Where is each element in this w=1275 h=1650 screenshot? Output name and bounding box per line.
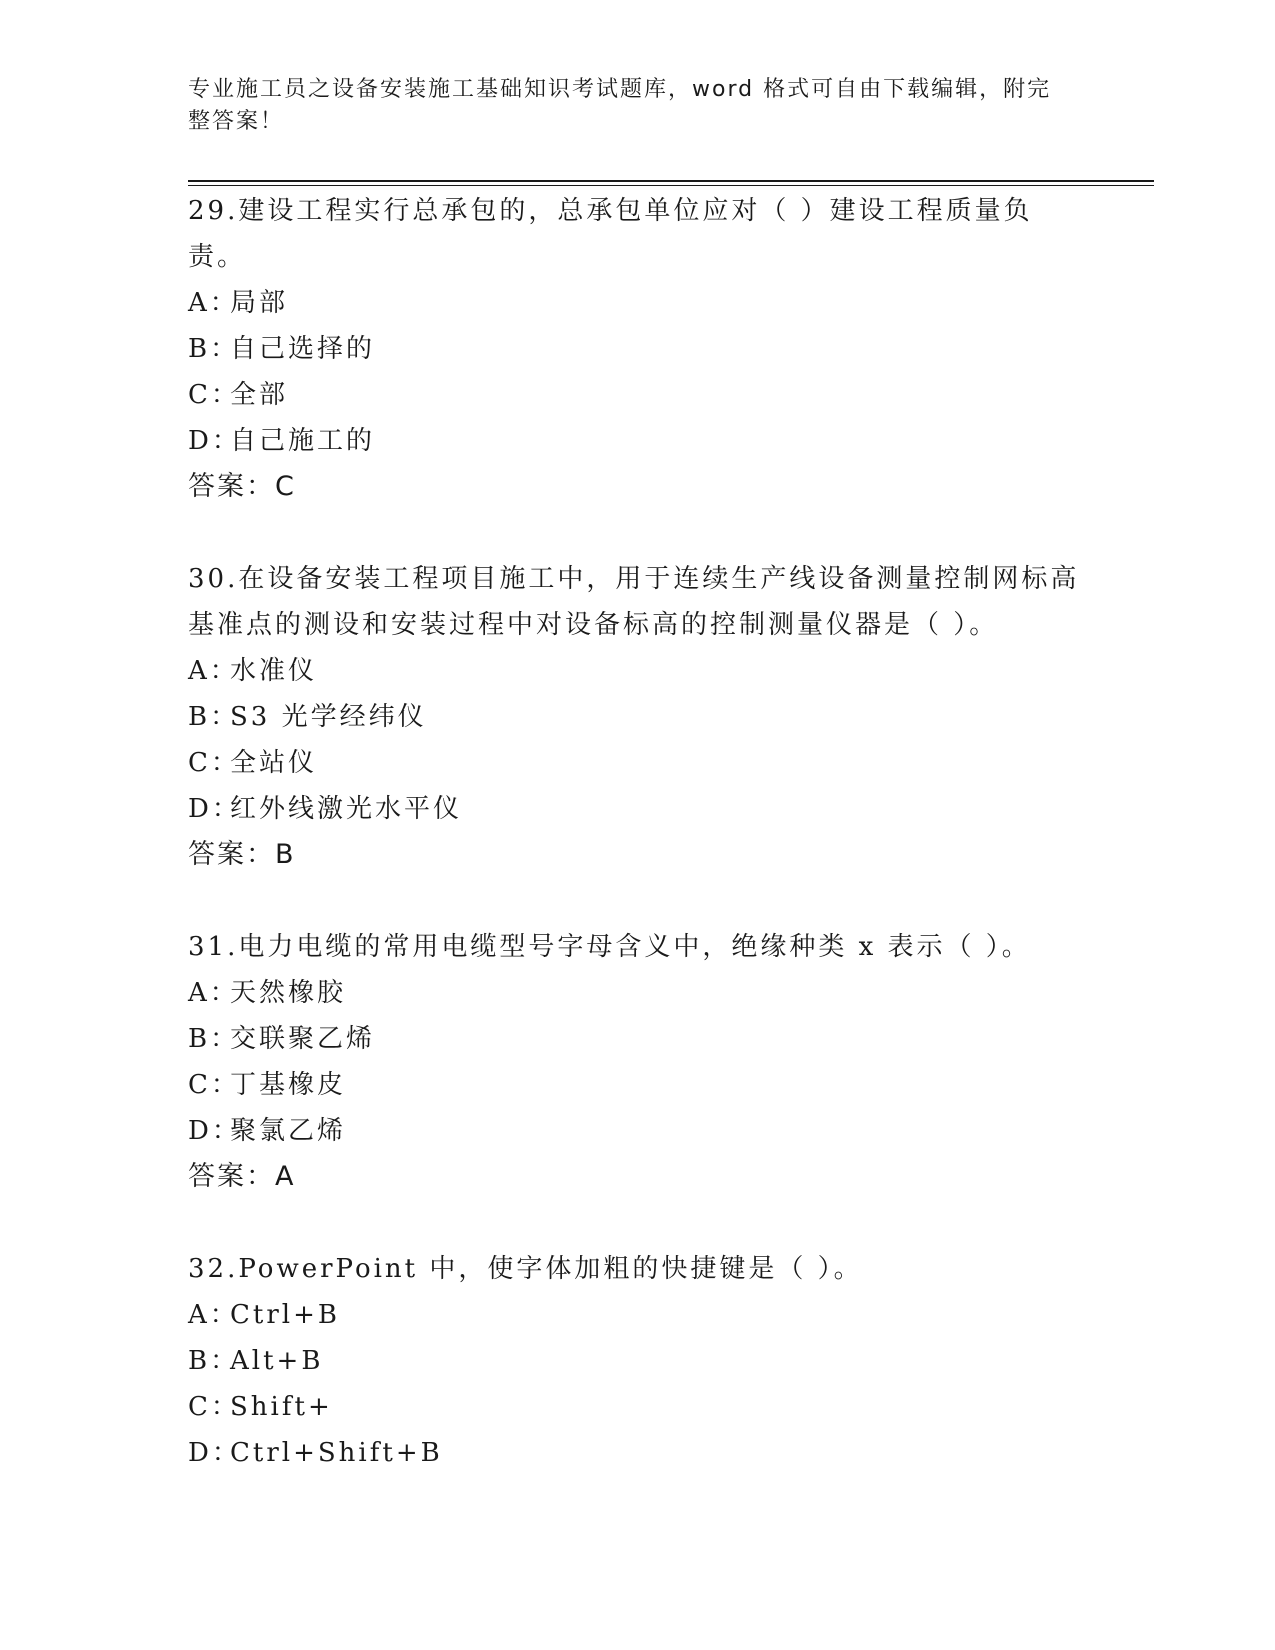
option-a: [188, 280, 1088, 326]
option-label: 天然橡胶: [230, 978, 347, 1008]
question-text: 30.在设备安装工程项目施工中，用于连续生产线设备测量控制网标高基准点的测设和安装过程中对设备标高的控制测量仪器是（ ）。: [188, 564, 1080, 640]
question-31: [188, 924, 1088, 1200]
option-c: [188, 740, 1088, 786]
option-key: C：: [188, 1392, 240, 1422]
header-divider-thin: [188, 185, 1154, 186]
option-b: [188, 1338, 1088, 1384]
option-d: [188, 1108, 1088, 1154]
option-key: C：: [188, 748, 240, 778]
option-label: 自己施工的: [230, 426, 376, 456]
option-label: Shift+: [230, 1392, 333, 1422]
option-key: B：: [188, 702, 240, 732]
answer-text: 答案：A: [188, 1161, 296, 1192]
option-key: B：: [188, 334, 240, 364]
option-d: [188, 418, 1088, 464]
option-key: B：: [188, 1346, 240, 1376]
option-b: [188, 326, 1088, 372]
question-29: [188, 188, 1088, 510]
option-label: 水准仪: [230, 656, 318, 686]
option-label: Alt+B: [230, 1346, 324, 1376]
question-text: 31.电力电缆的常用电缆型号字母含义中，绝缘种类 x 表示（ ）。: [188, 932, 1031, 962]
option-key: D：: [188, 1438, 241, 1468]
option-key: A：: [188, 978, 239, 1008]
option-a: [188, 648, 1088, 694]
option-label: 交联聚乙烯: [230, 1024, 376, 1054]
option-key: D：: [188, 794, 241, 824]
option-label: S3 光学经纬仪: [230, 702, 427, 732]
option-a: [188, 970, 1088, 1016]
option-key: A：: [188, 288, 239, 318]
question-text: 32.PowerPoint 中，使字体加粗的快捷键是（ ）。: [188, 1254, 863, 1284]
option-label: 全部: [230, 380, 289, 410]
option-key: A：: [188, 1300, 239, 1330]
option-d: [188, 1430, 1088, 1476]
option-label: 丁基橡皮: [230, 1070, 347, 1100]
option-label: 红外线激光水平仪: [230, 794, 463, 824]
option-label: Ctrl+B: [230, 1300, 340, 1330]
option-b: [188, 694, 1088, 740]
option-c: [188, 1062, 1088, 1108]
question-30: [188, 556, 1088, 878]
option-key: C：: [188, 1070, 240, 1100]
header-divider-thick: [188, 180, 1154, 182]
option-label: 全站仪: [230, 748, 318, 778]
option-key: D：: [188, 426, 241, 456]
option-key: D：: [188, 1116, 241, 1146]
answer-text: 答案：C: [188, 471, 296, 502]
option-label: 聚氯乙烯: [230, 1116, 347, 1146]
option-a: [188, 1292, 1088, 1338]
option-b: [188, 1016, 1088, 1062]
option-d: [188, 786, 1088, 832]
option-c: [188, 372, 1088, 418]
option-label: 局部: [230, 288, 289, 318]
option-label: 自己选择的: [230, 334, 376, 364]
option-key: B：: [188, 1024, 240, 1054]
option-key: C：: [188, 380, 240, 410]
option-label: Ctrl+Shift+B: [230, 1438, 443, 1468]
question-32: [188, 1246, 1088, 1476]
question-list: [188, 188, 1088, 1522]
document-header: 专业施工员之设备安装施工基础知识考试题库，word 格式可自由下载编辑，附完整答案！: [188, 77, 1052, 134]
answer-text: 答案：B: [188, 839, 296, 870]
question-text: 29.建设工程实行总承包的，总承包单位应对（ ）建设工程质量负责。: [188, 196, 1033, 272]
option-key: A：: [188, 656, 239, 686]
option-c: [188, 1384, 1088, 1430]
